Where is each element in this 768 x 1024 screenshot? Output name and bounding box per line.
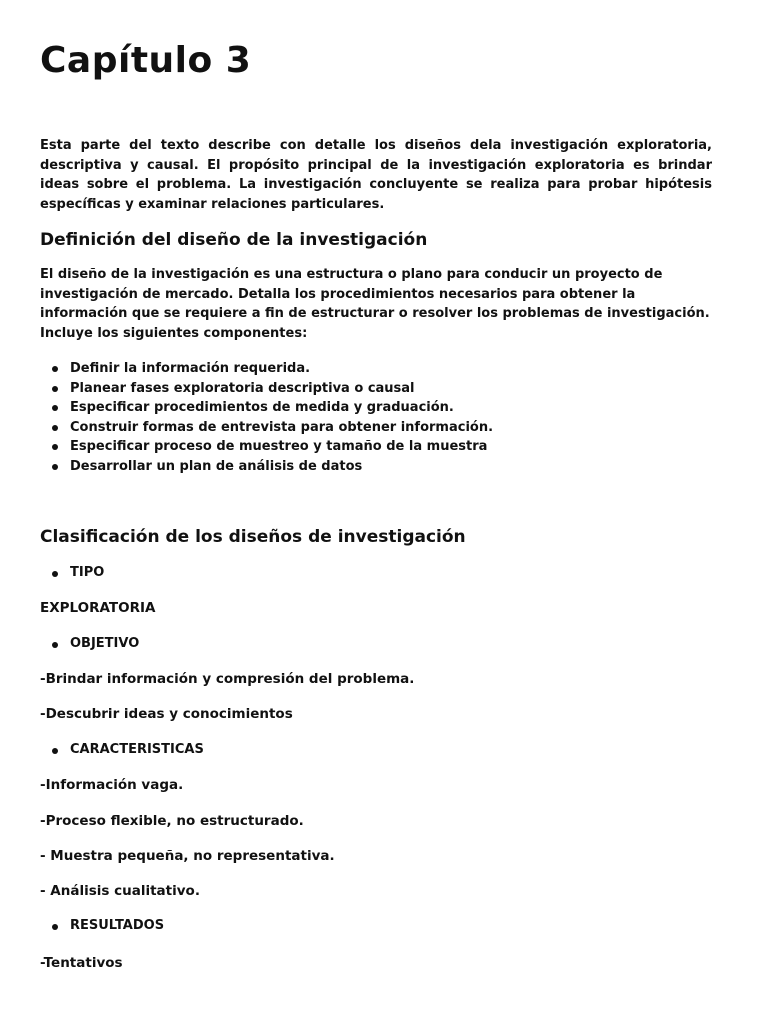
list-item: Desarrollar un plan de análisis de datos [40, 457, 730, 477]
caracteristicas-line: -Proceso flexible, no estructurado. [40, 813, 304, 829]
list-item: Definir la información requerida. [40, 359, 730, 379]
chapter-title: Capítulo 3 [40, 40, 252, 81]
bullet-label-caracteristicas: CARACTERISTICAS [40, 742, 204, 757]
caracteristicas-line: - Muestra pequeña, no representativa. [40, 848, 335, 864]
bullet-label-resultados: RESULTADOS [40, 918, 164, 933]
caracteristicas-line: -Información vaga. [40, 777, 184, 793]
definition-paragraph: El diseño de la investigación es una estructura o plano para conducir un proyecto de investigación de mercado. Detalla los procedimientos necesarios para obtener la información que se requiere a fin de estructurar o resolver los problemas de investigación. Incluye los siguientes componentes: [40, 267, 710, 341]
list-item: Especificar proceso de muestreo y tamaño de la muestra [40, 437, 730, 457]
objetivo-line: -Brindar información y compresión del problema. [40, 671, 415, 687]
tipo-value: EXPLORATORIA [40, 600, 156, 616]
intro-paragraph: Esta parte del texto describe con detalle los diseños dela investigación exploratoria, descriptiva y causal. El propósito principal de la investigación exploratoria es brindar ideas sobre el problema. La investigación concluyente se realiza para probar hipótesis específicas y examinar relaciones particulares. [40, 138, 712, 212]
list-item: Construir formas de entrevista para obtener información. [40, 418, 730, 438]
resultados-line: -Tentativos [40, 955, 123, 971]
components-list [40, 359, 730, 477]
section-heading-definition: Definición del diseño de la investigación [40, 230, 428, 250]
section-heading-classification: Clasificación de los diseños de investigación [40, 527, 466, 547]
list-item: Especificar procedimientos de medida y graduación. [40, 398, 730, 418]
bullet-label-tipo: TIPO [40, 565, 104, 580]
list-item: Planear fases exploratoria descriptiva o causal [40, 379, 730, 399]
caracteristicas-line: - Análisis cualitativo. [40, 883, 200, 899]
bullet-label-objetivo: OBJETIVO [40, 636, 139, 651]
objetivo-line: -Descubrir ideas y conocimientos [40, 706, 293, 722]
